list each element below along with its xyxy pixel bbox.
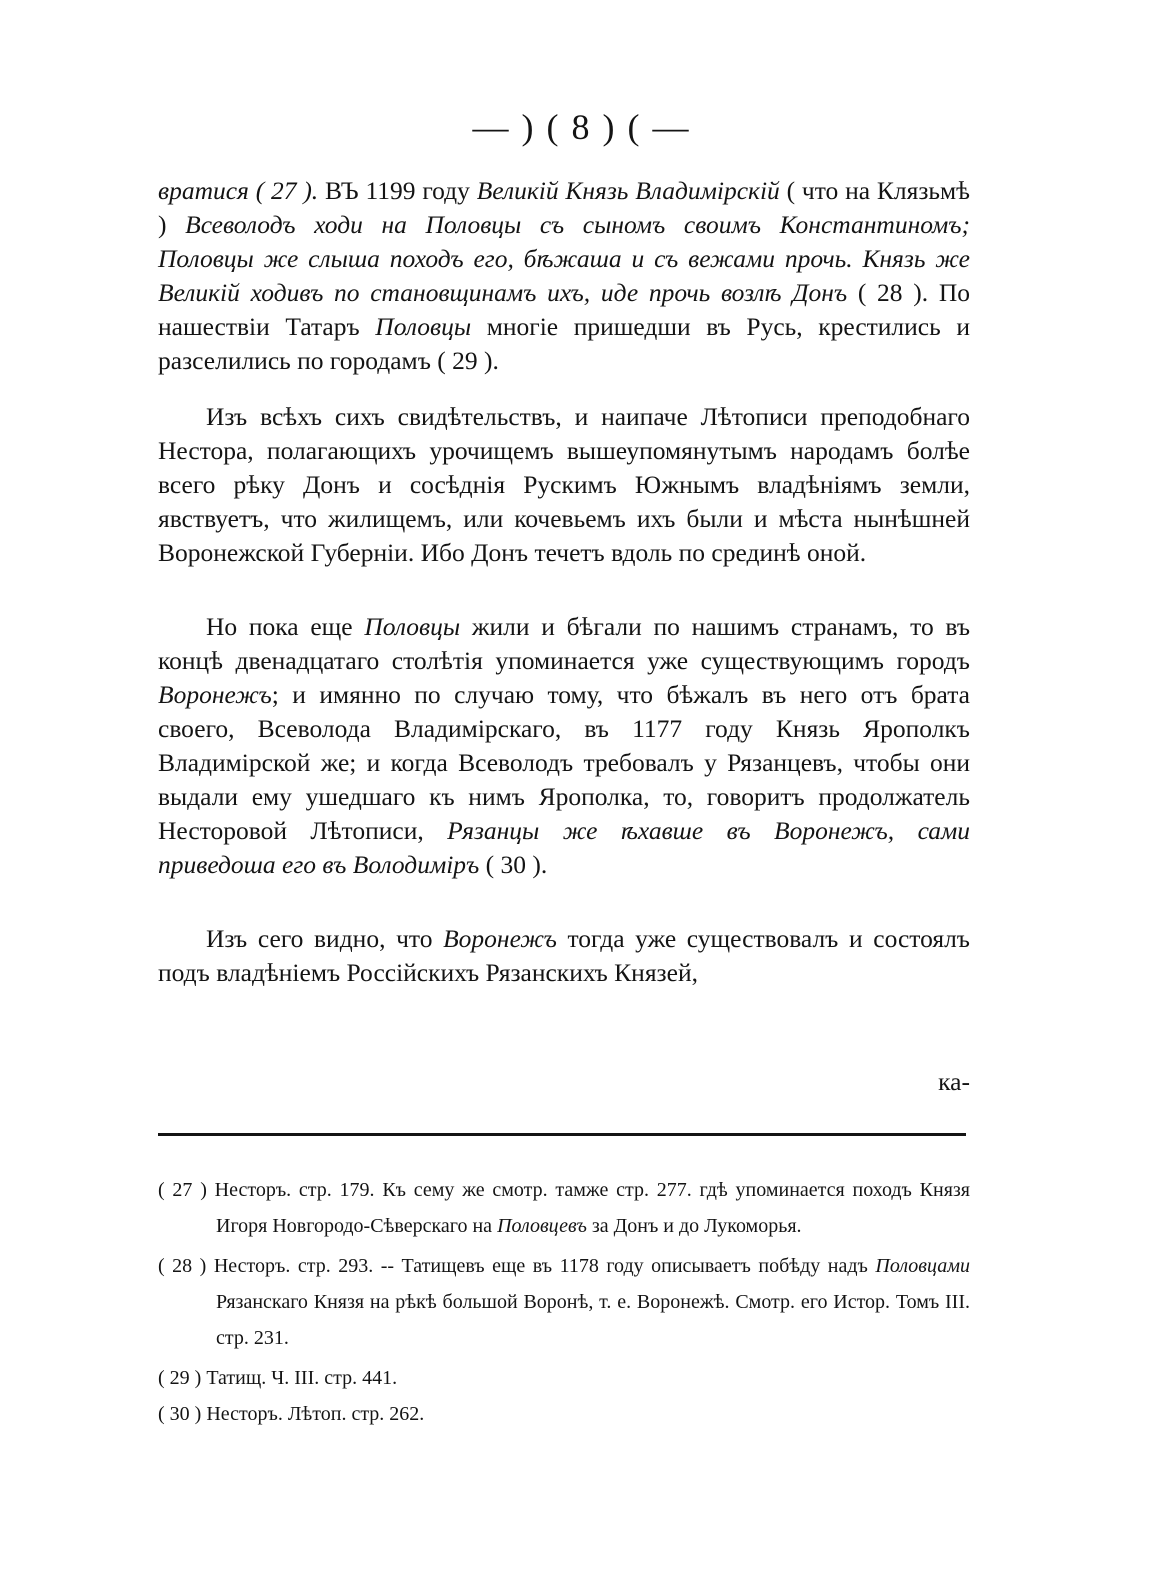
text-segment: Несторъ. стр. 179. Къ сему же смотр. тамже стр. 277. гдѣ упоминается походъ Князя Игоря Новгородо-Сѣверскаго на — [214, 1179, 971, 1237]
paragraph-4 — [158, 922, 970, 990]
text-segment: Воронежъ — [158, 680, 272, 709]
footnote-marker: ( 28 ) — [158, 1255, 207, 1277]
text-segment: вратися ( 27 ). — [158, 176, 325, 205]
text-segment: Всеволодъ ходи на Половцы съ сыномъ своимъ Константиномъ; Половцы же слыша походъ его, бѣжаша и съ вежами прочь. Князь же Великiй ходивъ по становщинамъ ихъ, иде прочь возлѣ Донъ — [158, 210, 970, 307]
text-segment: ( 30 ). — [479, 850, 548, 879]
text-segment: Рязанскаго Князя на рѣкѣ большой Воронѣ, т. е. Воронежѣ. Смотр. его Истор. Томъ III. стр. 231. — [216, 1291, 970, 1349]
text-segment: Несторъ. Лѣтоп. стр. 262. — [206, 1403, 425, 1425]
footnotes-section — [158, 1172, 970, 1432]
footnote-30 — [158, 1396, 970, 1432]
text-segment: многiе пришедши въ Русь, крестились и разселились по городамъ ( 29 ). — [158, 312, 970, 375]
text-segment: ВЪ 1199 году — [325, 176, 477, 205]
text-segment: за Донъ и до Лукоморья. — [586, 1215, 802, 1237]
text-segment: Половцевъ — [497, 1215, 587, 1237]
catchword: ка- — [938, 1067, 970, 1096]
text-segment: ; и имянно по случаю тому, что бѣжалъ въ него отъ брата своего, Всеволода Владимiрскаго, въ 1177 году Князь Ярополкъ Владимiрской же; и когда Всеволодъ требовалъ у Рязанцевъ, чтобы они выдали ему ушедшаго къ нимъ Ярополка, то, говоритъ продолжатель Несторовой Лѣтописи, — [158, 680, 970, 845]
text-segment: жили и бѣгали по нашимъ странамъ, то въ концѣ двенадцатаго столѣтiя упоминается уже существующимъ городъ — [158, 612, 971, 675]
paragraph-3 — [158, 610, 970, 882]
text-segment: Изъ сего видно, что — [206, 924, 444, 953]
text-segment: Но пока еще — [206, 612, 365, 641]
footnote-28 — [158, 1248, 970, 1356]
text-segment: тогда уже существовалъ и состоялъ подъ владѣнiемъ Россiйскихъ Рязанскихъ Князей, — [158, 924, 970, 987]
footnote-marker: ( 30 ) — [158, 1403, 202, 1425]
text-segment: Половцы — [364, 612, 461, 641]
main-text-body — [158, 174, 970, 990]
page-number-header: — ) ( 8 ) ( — — [472, 107, 691, 147]
paragraph-1 — [158, 174, 970, 378]
text-segment: ( что на Клязьмѣ ) — [158, 176, 971, 239]
text-segment: Изъ всѣхъ сихъ свидѣтельствъ, и наипаче Лѣтописи преподобнаго Нестора, полагающихъ урочищемъ вышеупомянутымъ народамъ болѣе всего рѣку Донъ и сосѣднiя Рускимъ Южнымъ владѣнiямъ земли, явствуетъ, что жилищемъ, или кочевьемъ ихъ были и мѣста нынѣшней Воронежской Губернiи. Ибо Донъ течетъ вдоль по срединѣ оной. — [158, 402, 970, 567]
text-segment: Татищ. Ч. III. стр. 441. — [206, 1367, 398, 1389]
text-segment: Несторъ. стр. 293. -- Татищевъ еще въ 1178 году описываетъ побѣду надъ — [213, 1255, 876, 1277]
footnote-marker: ( 29 ) — [158, 1367, 202, 1389]
text-segment: Великiй Князь Владимiрскiй — [476, 176, 780, 205]
paragraph-2 — [158, 400, 970, 570]
footnote-divider — [158, 1133, 966, 1136]
footnote-marker: ( 27 ) — [158, 1179, 207, 1201]
footnote-27 — [158, 1172, 970, 1244]
footnote-29 — [158, 1360, 970, 1396]
text-segment: Рязанцы же ѣхавше въ Воронежъ, сами приведоша его въ Володимiръ — [158, 816, 970, 879]
text-segment: Воронежъ — [443, 924, 557, 953]
text-segment: Половцами — [875, 1255, 970, 1277]
text-segment: Половцы — [375, 312, 472, 341]
text-segment: ( 28 ). По нашествiи Татаръ — [158, 278, 970, 341]
